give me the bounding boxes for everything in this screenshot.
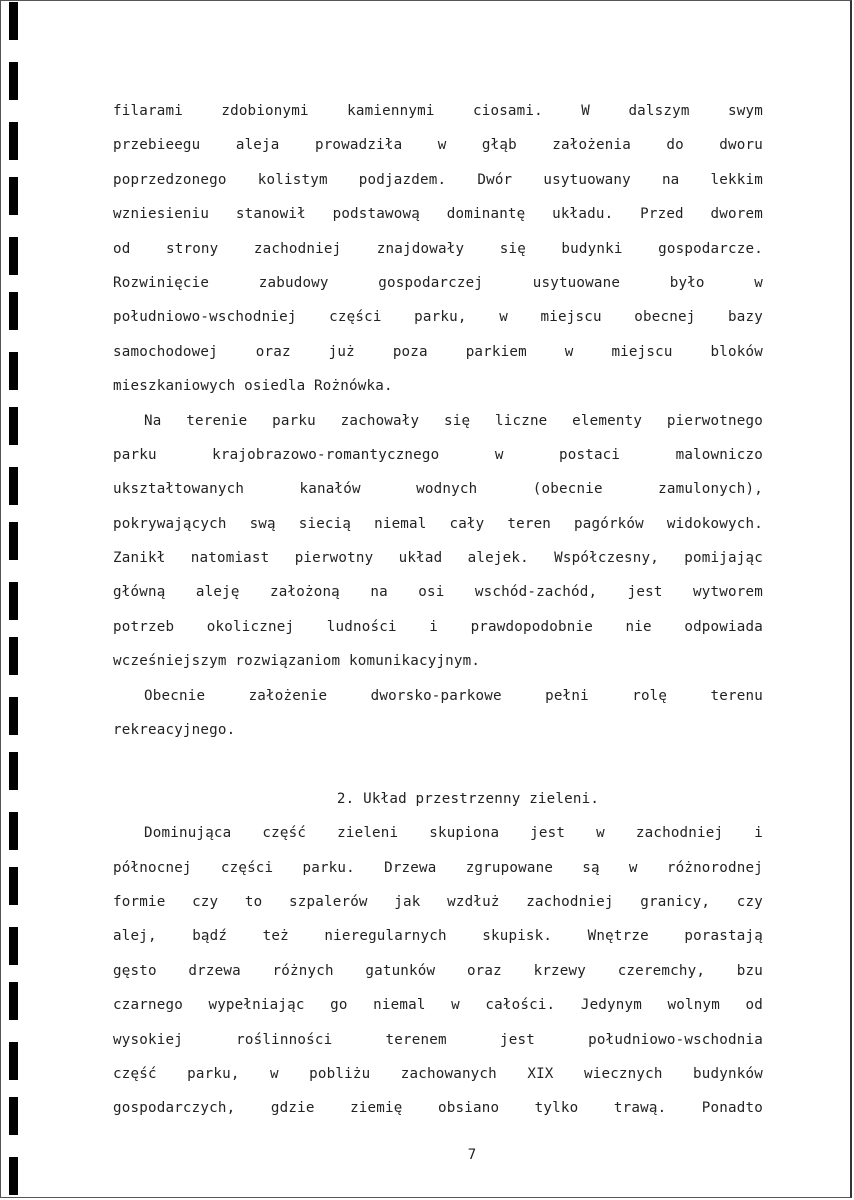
- binding-hole: [9, 1042, 18, 1080]
- binding-hole: [9, 467, 18, 505]
- text-line: gęsto drzewa różnych gatunków oraz krzewy czeremchy, bzu: [113, 962, 763, 979]
- text-line: ukształtowanych kanałów wodnych (obecnie zamulonych),: [113, 481, 763, 498]
- text-line: czarnego wypełniając go niemal w całości. Jedynym wolnym od: [113, 997, 763, 1014]
- page-number: 7: [467, 1147, 477, 1163]
- text-line: pokrywających swą siecią niemal cały teren pagórków widokowych.: [113, 515, 763, 532]
- paragraph: [113, 816, 763, 1126]
- binding-hole: [9, 752, 18, 790]
- text-line: wcześniejszym rozwiązaniom komunikacyjnym.: [113, 653, 481, 670]
- binding-hole: [9, 122, 18, 160]
- text-line: Obecnie założenie dworsko-parkowe pełni rolę terenu: [144, 687, 763, 704]
- binding-hole: [9, 867, 18, 905]
- text-line: gospodarczych, gdzie ziemię obsiano tylko trawą. Ponadto: [113, 1100, 763, 1117]
- paragraph: [113, 94, 763, 404]
- binding-hole: [9, 1097, 18, 1135]
- binding-hole: [9, 407, 18, 445]
- document-body: [113, 94, 763, 1126]
- text-line: mieszkaniowych osiedla Rożnówka.: [113, 378, 393, 395]
- text-line: poprzedzonego kolistym podjazdem. Dwór usytuowany na lekkim: [113, 171, 763, 188]
- text-line: rekreacyjnego.: [113, 722, 236, 739]
- binding-hole: [9, 522, 18, 560]
- binding-hole: [9, 927, 18, 965]
- binding-hole: [9, 177, 18, 215]
- binding-hole: [9, 2, 18, 40]
- binding-hole: [9, 582, 18, 620]
- blank-line: [113, 747, 763, 781]
- text-line: północnej części parku. Drzewa zgrupowane są w różnorodnej: [113, 859, 763, 876]
- paragraph: [113, 404, 763, 679]
- binding-hole: [9, 352, 18, 390]
- binding-hole: [9, 292, 18, 330]
- text-line: Zanikł natomiast pierwotny układ alejek. Współczesny, pomijając: [113, 550, 763, 567]
- text-line: samochodowej oraz już poza parkiem w miejscu bloków: [113, 343, 763, 360]
- text-line: przebieegu aleja prowadziła w głąb założenia do dworu: [113, 137, 763, 154]
- text-line: wzniesieniu stanowił podstawową dominantę układu. Przed dworem: [113, 206, 763, 223]
- binding-hole: [9, 62, 18, 100]
- text-line: parku krajobrazowo-romantycznego w postaci malowniczo: [113, 446, 763, 463]
- text-line: formie czy to szpalerów jak wzdłuż zachodniej granicy, czy: [113, 893, 763, 910]
- binding-hole: [9, 237, 18, 275]
- paragraph: [113, 679, 763, 748]
- text-line: wysokiej roślinności terenem jest południowo-wschodnia: [113, 1031, 763, 1048]
- text-line: południowo-wschodniej części parku, w miejscu obecnej bazy: [113, 309, 763, 326]
- text-line: Na terenie parku zachowały się liczne elementy pierwotnego: [144, 412, 763, 429]
- binding-hole: [9, 697, 18, 735]
- binding-hole: [9, 812, 18, 850]
- spiral-binding: [9, 0, 21, 1200]
- text-line: główną aleję założoną na osi wschód-zachód, jest wytworem: [113, 584, 763, 601]
- text-line: od strony zachodniej znajdowały się budynki gospodarcze.: [113, 240, 763, 257]
- binding-hole: [9, 637, 18, 675]
- text-line: alej, bądź też nieregularnych skupisk. Wnętrze porastają: [113, 928, 763, 945]
- text-line: filarami zdobionymi kamiennymi ciosami. W dalszym swym: [113, 103, 763, 119]
- text-line: potrzeb okolicznej ludności i prawdopodobnie nie odpowiada: [113, 618, 763, 635]
- section-heading: 2. Układ przestrzenny zieleni.: [336, 790, 600, 807]
- text-line: Rozwinięcie zabudowy gospodarczej usytuowane było w: [113, 274, 763, 291]
- text-line: Dominująca część zieleni skupiona jest w zachodniej i: [144, 825, 763, 842]
- binding-hole: [9, 982, 18, 1020]
- text-line: część parku, w pobliżu zachowanych XIX wiecznych budynków: [113, 1065, 763, 1082]
